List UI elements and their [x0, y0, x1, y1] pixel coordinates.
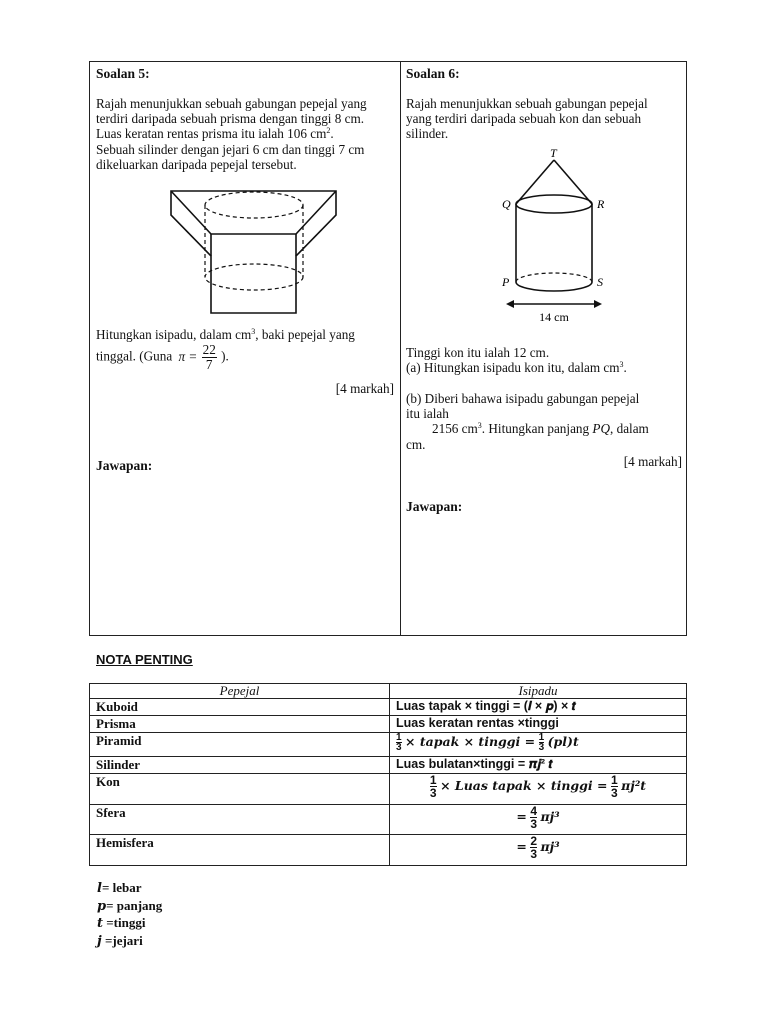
volume-formula-table [89, 683, 687, 866]
q6-line: silinder. [406, 126, 449, 142]
label-width: 14 cm [539, 310, 569, 324]
question-6-part-b [406, 391, 682, 452]
q6-b-line: cm. [406, 436, 426, 452]
volume-formula: Luas keratan rentas ×tinggi [390, 716, 687, 733]
solid-name: Silinder [90, 757, 390, 774]
q6-answer-label: Jawapan: [406, 499, 463, 514]
volume-formula: Luas tapak × tinggi = (𝒍 × 𝒑) × 𝒕 [390, 699, 687, 716]
legend-item: j =jejari [97, 932, 143, 949]
solid-name: Sfera [90, 805, 390, 835]
solid-name: Prisma [90, 716, 390, 733]
questions-box [89, 61, 687, 636]
volume-formula: = $\frac{4}{3}$ 𝝅𝒋³ [390, 805, 687, 835]
q6-part-a: (a) Hitungkan isipadu kon itu, dalam $cm^3$. [406, 360, 627, 376]
question-6-text [406, 96, 682, 142]
q5-line: Sebuah silinder dengan jejari 6 cm dan tinggi 7 cm [96, 141, 365, 157]
legend-item: p= panjang [97, 897, 163, 914]
q5-line: Luas keratan rentas prisma itu ialah 106 $cm^2$. [96, 126, 334, 142]
pi-fraction: $\frac{22}{7}$ [202, 342, 216, 372]
q5-instruction-line-2: tinggal. (Guna π = $\frac{22}{7}$ ). [96, 342, 229, 372]
variable-legend [97, 880, 162, 950]
q6-line: yang terdiri daripada sebuah kon dan sebuah [406, 111, 642, 127]
label-t: T [550, 146, 557, 160]
question-6-given [406, 345, 682, 375]
q5-line: terdiri daripada sebuah prisma dengan tinggi 8 cm. [96, 111, 365, 127]
table-row [90, 733, 687, 757]
solid-name: Kon [90, 774, 390, 805]
q6-marks: [4 markah] [623, 454, 682, 469]
q6-height: Tinggi kon itu ialah 12 cm. [406, 345, 550, 360]
solid-name: Kuboid [90, 699, 390, 716]
table-header-row [90, 684, 687, 699]
question-5-title: Soalan 5: [96, 66, 150, 81]
solid-name: Piramid [90, 733, 390, 757]
question-6-title: Soalan 6: [406, 66, 460, 81]
column-divider [400, 62, 401, 635]
table-row [90, 699, 687, 716]
col-solid-header: Pepejal [90, 684, 390, 699]
table-row [90, 716, 687, 733]
col-volume-header: Isipadu [390, 684, 687, 699]
cone-cylinder-diagram [494, 146, 614, 326]
label-p: P [502, 275, 510, 289]
q6-b-line: itu ialah [406, 406, 449, 422]
volume-formula: $\frac{1}{3}$ × 𝒕𝒂𝒑𝒂𝒌 × 𝒕𝒊𝒏𝒈𝒈𝒊 = $\frac{1}{3}$ (𝒑𝒍)𝒕 [390, 733, 687, 757]
question-5-text [96, 96, 394, 172]
legend-item: t =tinggi [97, 915, 146, 931]
q5-line: dikeluarkan daripada pepejal tersebut. [96, 156, 297, 172]
table-row [90, 774, 687, 805]
solid-name: Hemisfera [90, 835, 390, 866]
question-5-instruction [96, 327, 394, 342]
q6-line: Rajah menunjukkan sebuah gabungan pepejal [406, 96, 648, 111]
volume-formula: $\frac{1}{3}$ × 𝑳𝒖𝒂𝒔 𝒕𝒂𝒑𝒂𝒌 × 𝒕𝒊𝒏𝒈𝒈𝒊 = $\frac{1}{3}$ 𝝅𝒋²𝒕 [390, 774, 687, 805]
table-row [90, 835, 687, 866]
label-q: Q [502, 197, 511, 211]
legend-item: l= lebar [97, 880, 142, 896]
q5-answer-label: Jawapan: [96, 458, 153, 473]
table-row [90, 757, 687, 774]
label-r: R [597, 197, 605, 211]
prism-cylinder-diagram [166, 189, 341, 319]
label-s: S [597, 275, 603, 289]
q5-instruction-line: Hitungkan isipadu, dalam $cm^3$, baki pepejal yang [96, 327, 355, 342]
volume-formula: Luas bulatan×tinggi = 𝝅𝒋² 𝒕 [390, 757, 687, 774]
q5-marks: [4 markah] [335, 381, 394, 396]
q6-b-line: (b) Diberi bahawa isipadu gabungan pepejal [406, 391, 640, 406]
width-arrow [506, 300, 602, 308]
volume-formula: = $\frac{2}{3}$ 𝝅𝒋³ [390, 835, 687, 866]
q5-line: Rajah menunjukkan sebuah gabungan pepejal yang [96, 96, 367, 111]
table-row [90, 805, 687, 835]
nota-heading: NOTA PENTING [96, 652, 193, 667]
q6-b-line: 2156 $cm^3$. Hitungkan panjang PQ, dalam [432, 421, 649, 437]
